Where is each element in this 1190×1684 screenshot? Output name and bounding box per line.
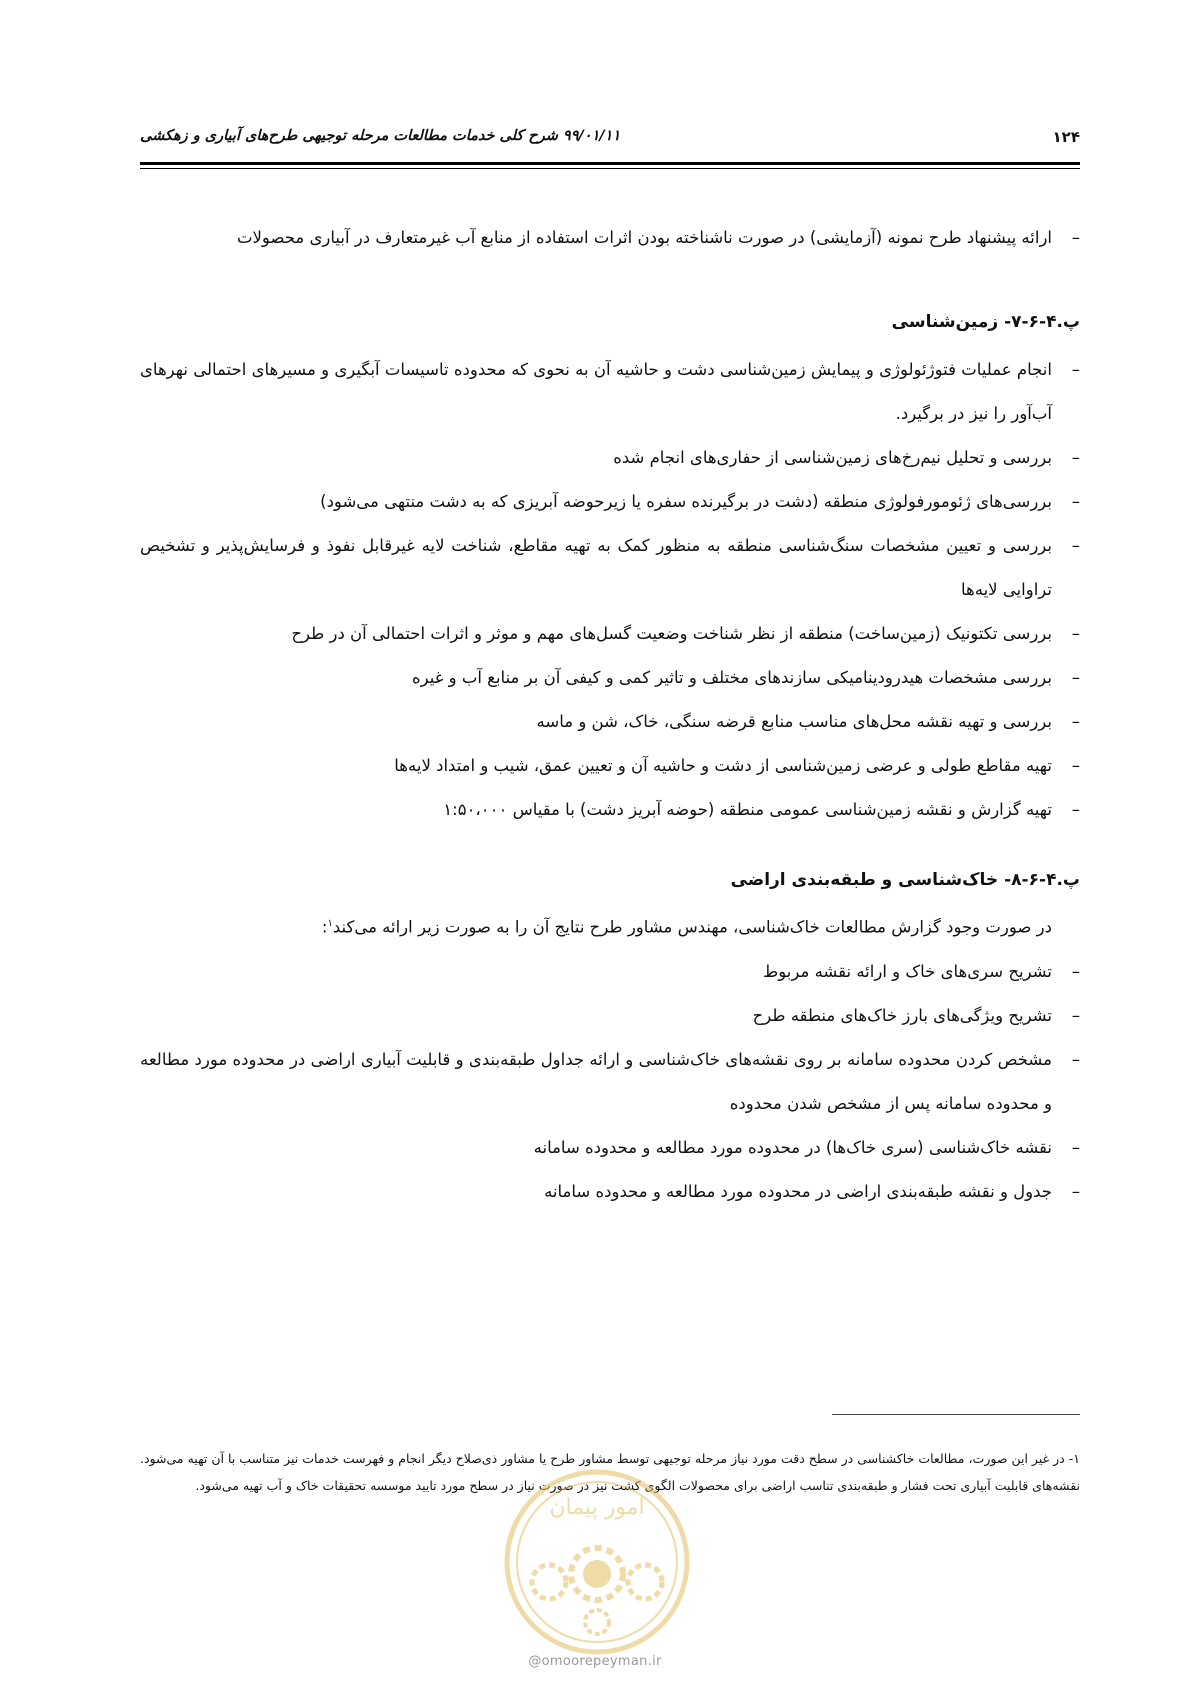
watermark-url: @omoorepeyman.ir <box>528 1654 662 1669</box>
list-item-continued <box>140 216 1080 260</box>
list-item-text: تهیه مقاطع طولی و عرضی زمین‌شناسی از دشت و حاشیه آن و تعیین عمق، شیب و امتداد لایه‌ها <box>394 756 1052 775</box>
dash-bullet: – <box>1071 1181 1080 1201</box>
list-item-text: مشخص کردن محدوده سامانه بر روی نقشه‌های خاک‌شناسی و ارائه جداول طبقه‌بندی و قابلیت آبیاری اراضی در محدوده مورد مطالعه و محدوده سامانه پس از مشخص شدن محدوده <box>140 1049 1052 1113</box>
list-item-text: بررسی‌های ژئومورفولوژی منطقه (دشت در برگیرنده سفره یا زیرحوضه آبریزی که به دشت منتهی می‌شود) <box>320 492 1052 511</box>
intro-text: در صورت وجود گزارش مطالعات خاک‌شناسی، مهندس مشاور طرح نتایج آن را به صورت زیر ارائه می‌کند <box>332 917 1052 937</box>
list-item <box>140 348 1080 436</box>
dash-bullet: – <box>1071 756 1080 775</box>
list-item-text: بررسی مشخصات هیدرودینامیکی سازندهای مختلف و تاثیر کمی و کیفی آن بر منابع آب و غیره <box>412 668 1052 687</box>
dash-bullet: – <box>1071 228 1080 247</box>
header-rule-thin <box>140 168 1080 169</box>
list-item-text: ارائه پیشنهاد طرح نمونه (آزمایشی) در صورت ناشناخته بودن اثرات استفاده از منابع آب غیرمتعارف در آبیاری محصولات <box>236 228 1052 247</box>
header-title: ۹۹/۰۱/۱۱ شرح کلی خدمات مطالعات مرحله توجیهی طرح‌های آبیاری و زهکشی <box>140 128 621 144</box>
list-item <box>140 480 1080 524</box>
section-intro: در صورت وجود گزارش مطالعات خاک‌شناسی، مهندس مشاور طرح نتایج آن را به صورت زیر ارائه می‌کند$^۱$: <box>321 917 1052 937</box>
list-item-text: تشریح سری‌های خاک و ارائه نقشه مربوط <box>763 961 1052 981</box>
dash-bullet: – <box>1071 961 1080 981</box>
list-item-text: بررسی و تعیین مشخصات سنگ‌شناسی منطقه به منظور کمک به تهیه مقاطع، شناخت لایه غیرقابل نفوذ و فرسایش‌پذیر و تشخیص تراوایی لایه‌ها <box>140 536 1052 599</box>
footnote: ۱- در غیر این صورت، مطالعات خاکشناسی در سطح دقت مورد نیاز مرحله توجیهی توسط مشاور طرح یا مشاور ذی‌صلاح دیگر انجام و فهرست خدمات نیز متناسب با آن تهیه می‌شود. نقشه‌های قابلیت آبیاری تحت فشار و طبقه‌بندی تناسب اراضی برای محصولات الگوی کشت نیز در صورت نیاز در سطح مورد تایید موسسه تحقیقات خاک و آب تهیه می‌شود. <box>140 1450 1080 1493</box>
list-item <box>140 656 1080 700</box>
list-item-text: بررسی و تحلیل نیم‌رخ‌های زمین‌شناسی از حفاری‌های انجام شده <box>613 448 1052 467</box>
list-item-text: جدول و نقشه طبقه‌بندی اراضی در محدوده مورد مطالعه و محدوده سامانه <box>544 1181 1052 1201</box>
header-rule-thick <box>140 162 1080 165</box>
footnote-separator <box>832 1414 1080 1415</box>
list-item <box>140 524 1080 612</box>
dash-bullet: – <box>1071 1137 1080 1157</box>
footnote-ref: ۱ <box>327 918 333 929</box>
list-item <box>140 1170 1080 1214</box>
list-item-text: بررسی و تهیه نقشه محل‌های مناسب منابع قرضه سنگی، خاک، شن و ماسه <box>536 712 1052 731</box>
section-heading-geology: پ.۴-۶-۷- زمین‌شناسی <box>891 312 1080 332</box>
dash-bullet: – <box>1071 448 1080 467</box>
list-item <box>140 994 1080 1038</box>
running-header <box>140 128 1080 162</box>
dash-bullet: – <box>1071 800 1080 819</box>
dash-bullet: – <box>1071 1005 1080 1025</box>
dash-bullet: – <box>1071 492 1080 511</box>
list-item-text: تهیه گزارش و نقشه زمین‌شناسی عمومی منطقه (حوضه آبریز دشت) با مقیاس ۱:۵۰،۰۰۰ <box>443 800 1052 819</box>
list-item <box>140 1126 1080 1170</box>
list-item <box>140 1038 1080 1126</box>
list-item <box>140 612 1080 656</box>
watermark-logo-text: امور پیمان <box>549 1495 645 1520</box>
page-body <box>140 216 1080 1214</box>
list-item-text: بررسی تکتونیک (زمین‌ساخت) منطقه از نظر شناخت وضعیت گسل‌های مهم و موثر و اثرات احتمالی آن در طرح <box>291 624 1052 643</box>
list-item <box>140 788 1080 832</box>
list-item-text: نقشه خاک‌شناسی (سری خاک‌ها) در محدوده مورد مطالعه و محدوده سامانه <box>533 1137 1052 1157</box>
list-item <box>140 700 1080 744</box>
list-item <box>140 744 1080 788</box>
dash-bullet: – <box>1071 1049 1080 1069</box>
dash-bullet: – <box>1071 624 1080 643</box>
list-item <box>140 436 1080 480</box>
page-number: ۱۲۴ <box>1052 128 1080 146</box>
section-heading-soil: پ.۴-۶-۸- خاک‌شناسی و طبقه‌بندی اراضی <box>730 870 1080 890</box>
list-item-text: انجام عملیات فتوژئولوژی و پیمایش زمین‌شناسی دشت و حاشیه آن به نحوی که محدوده تاسیسات آبگیری و مسیرهای احتمالی نهرهای آب‌آور را نیز در برگیرد. <box>140 360 1052 423</box>
dash-bullet: – <box>1071 360 1080 379</box>
watermark-logo-icon <box>497 1462 697 1662</box>
list-item <box>140 950 1080 994</box>
dash-bullet: – <box>1071 536 1080 555</box>
list-item-text: تشریح ویژگی‌های بارز خاک‌های منطقه طرح <box>752 1005 1052 1025</box>
dash-bullet: – <box>1071 668 1080 687</box>
dash-bullet: – <box>1071 712 1080 731</box>
